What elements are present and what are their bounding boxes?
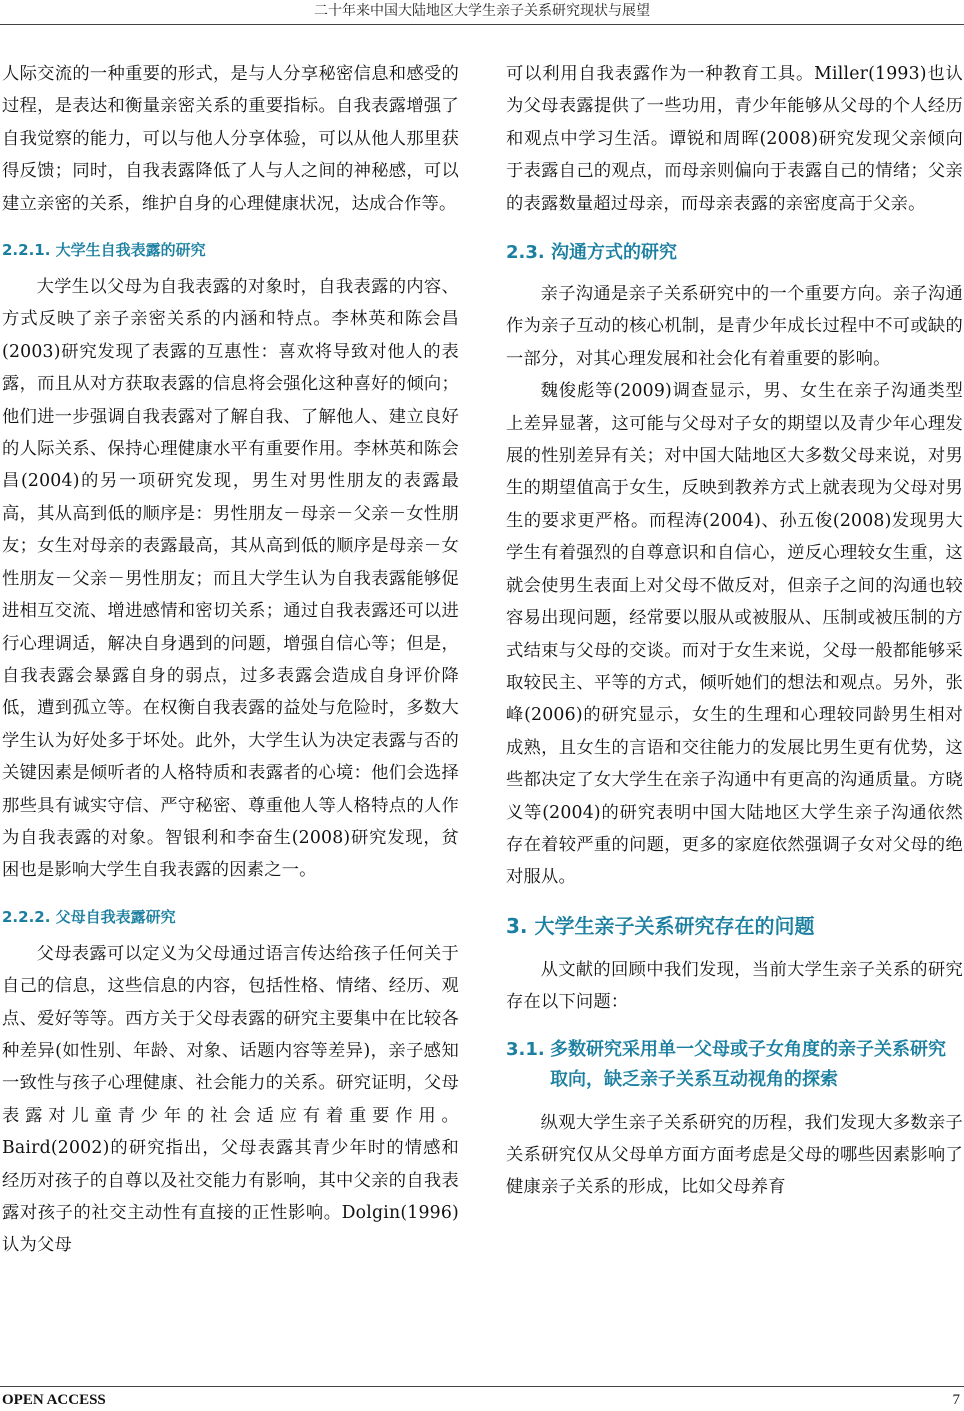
running-header: 二十年来中国大陆地区大学生亲子关系研究现状与展望	[314, 3, 650, 19]
left-column	[2, 58, 459, 1262]
paragraph-2-2-1: 大学生以父母为自我表露的对象时，自我表露的内容、方式反映了亲子亲密关系的内涵和特点。李林英和陈会昌(2003)研究发现了表露的互惠性：喜欢将导致对他人的表露，而且从对方获取表露的信息将会强化这种喜好的倾向；他们进一步强调自我表露对了解自我、了解他人、建立良好的人际关系、保持心理健康水平有重要作用。李林英和陈会昌(2004)的另一项研究发现，男生对男性朋友的表露最高，其从高到低的顺序是：男性朋友－母亲－父亲－女性朋友；女生对母亲的表露最高，其从高到低的顺序是母亲－女性朋友－父亲－男性朋友；而且大学生认为自我表露能够促进相互交流、增进感情和密切关系；通过自我表露还可以进行心理调适，解决自身遇到的问题，增强自信心等；但是，自我表露会暴露自身的弱点，过多表露会造成自身评价降低，遭到孤立等。在权衡自我表露的益处与危险时，多数大学生认为好处多于坏处。此外，大学生认为决定表露与否的关键因素是倾听者的人格特质和表露者的心境：他们会选择那些具有诚实守信、严守秘密、尊重他人等人格特点的人作为自我表露的对象。智银利和李奋生(2008)研究发现，贫困也是影响大学生自我表露的因素之一。	[2, 277, 459, 881]
paragraph-2-2-2: 父母表露可以定义为父母通过语言传达给孩子任何关于自己的信息，这些信息的内容，包括性格、情绪、经历、观点、爱好等等。西方关于父母表露的研究主要集中在比较各种差异(如性别、年龄、对象、话题内容等差异)，亲子感知一致性与孩子心理健康、社会能力的关系。研究证明，父母表露对儿童青少年的社会适应有着重要作用。Baird(2002)的研究指出，父母表露其青少年时的情感和经历对孩子的自尊以及社交能力有影响，其中父亲的自我表露对孩子的社交主动性有直接的正性影响。Dolgin(1996)认为父母	[2, 943, 459, 1256]
header-divider	[0, 24, 964, 25]
footer-divider	[0, 1386, 964, 1387]
paragraph-3: 从文献的回顾中我们发现，当前大学生亲子关系的研究存在以下问题：	[506, 959, 963, 1013]
page-number: 7	[952, 1392, 960, 1408]
heading-2-2-2: 2.2.2. 父母自我表露研究	[2, 907, 176, 926]
intro-paragraph: 人际交流的一种重要的形式，是与人分享秘密信息和感受的过程，是表达和衡量亲密关系的重要指标。自我表露增强了自我觉察的能力，可以与他人分享体验，可以从他人那里获得反馈；同时，自我表露降低了人与人之间的神秘感，可以建立亲密的关系，维护自身的心理健康状况，达成合作等。	[2, 64, 459, 214]
paragraph-2-3-a: 亲子沟通是亲子关系研究中的一个重要方向。亲子沟通作为亲子互动的核心机制，是青少年成长过程中不可或缺的一部分，对其心理发展和社会化有着重要的影响。	[506, 284, 963, 369]
heading-3: 3. 大学生亲子关系研究存在的问题	[506, 913, 815, 938]
heading-3-1-text: 多数研究采用单一父母或子女角度的亲子关系研究取向，缺乏亲子关系互动视角的探索	[550, 1038, 946, 1090]
continuation-paragraph: 可以利用自我表露作为一种教育工具。Miller(1993)也认为父母表露提供了一些功用，青少年能够从父母的个人经历和观点中学习生活。谭锐和周晖(2008)研究发现父亲倾向于表露自己的观点，而母亲则偏向于表露自己的情绪；父亲的表露数量超过母亲，而母亲表露的亲密度高于父亲。	[506, 64, 963, 214]
right-column	[506, 58, 963, 1204]
paragraph-3-1: 纵观大学生亲子关系研究的历程，我们发现大多数亲子关系研究仅从父母单方面方面考虑是父母的哪些因素影响了健康亲子关系的形成，比如父母养育	[506, 1112, 963, 1198]
heading-3-1-number: 3.1.	[506, 1038, 545, 1060]
paragraph-2-3-b: 魏俊彪等(2009)调查显示，男、女生在亲子沟通类型上差异显著，这可能与父母对子女的期望以及青少年心理发展的性别差异有关；对中国大陆地区大多数父母来说，对男生的期望值高于女生，反映到教养方式上就表现为父母对男生的要求更严格。而程涛(2004)、孙五俊(2008)发现男大学生有着强烈的自尊意识和自信心，逆反心理较女生重，这就会使男生表面上对父母不做反对，但亲子之间的沟通也较容易出现问题，经常要以服从或被服从、压制或被压制的方式结束与父母的交谈。而对于女生来说，父母一般都能够采取较民主、平等的方式，倾听她们的想法和观点。另外，张峰(2006)的研究显示，女生的生理和心理较同龄男生相对成熟，且女生的言语和交往能力的发展比男生更有优势，这些都决定了女大学生在亲子沟通中有更高的沟通质量。方晓义等(2004)的研究表明中国大陆地区大学生亲子沟通依然存在着较严重的问题，更多的家庭依然强调子女对父母的绝对服从。	[506, 381, 963, 888]
heading-3-1	[506, 1035, 963, 1095]
heading-2-2-1: 2.2.1. 大学生自我表露的研究	[2, 241, 206, 260]
open-access-label: OPEN ACCESS	[2, 1392, 106, 1408]
heading-2-3: 2.3. 沟通方式的研究	[506, 242, 677, 264]
